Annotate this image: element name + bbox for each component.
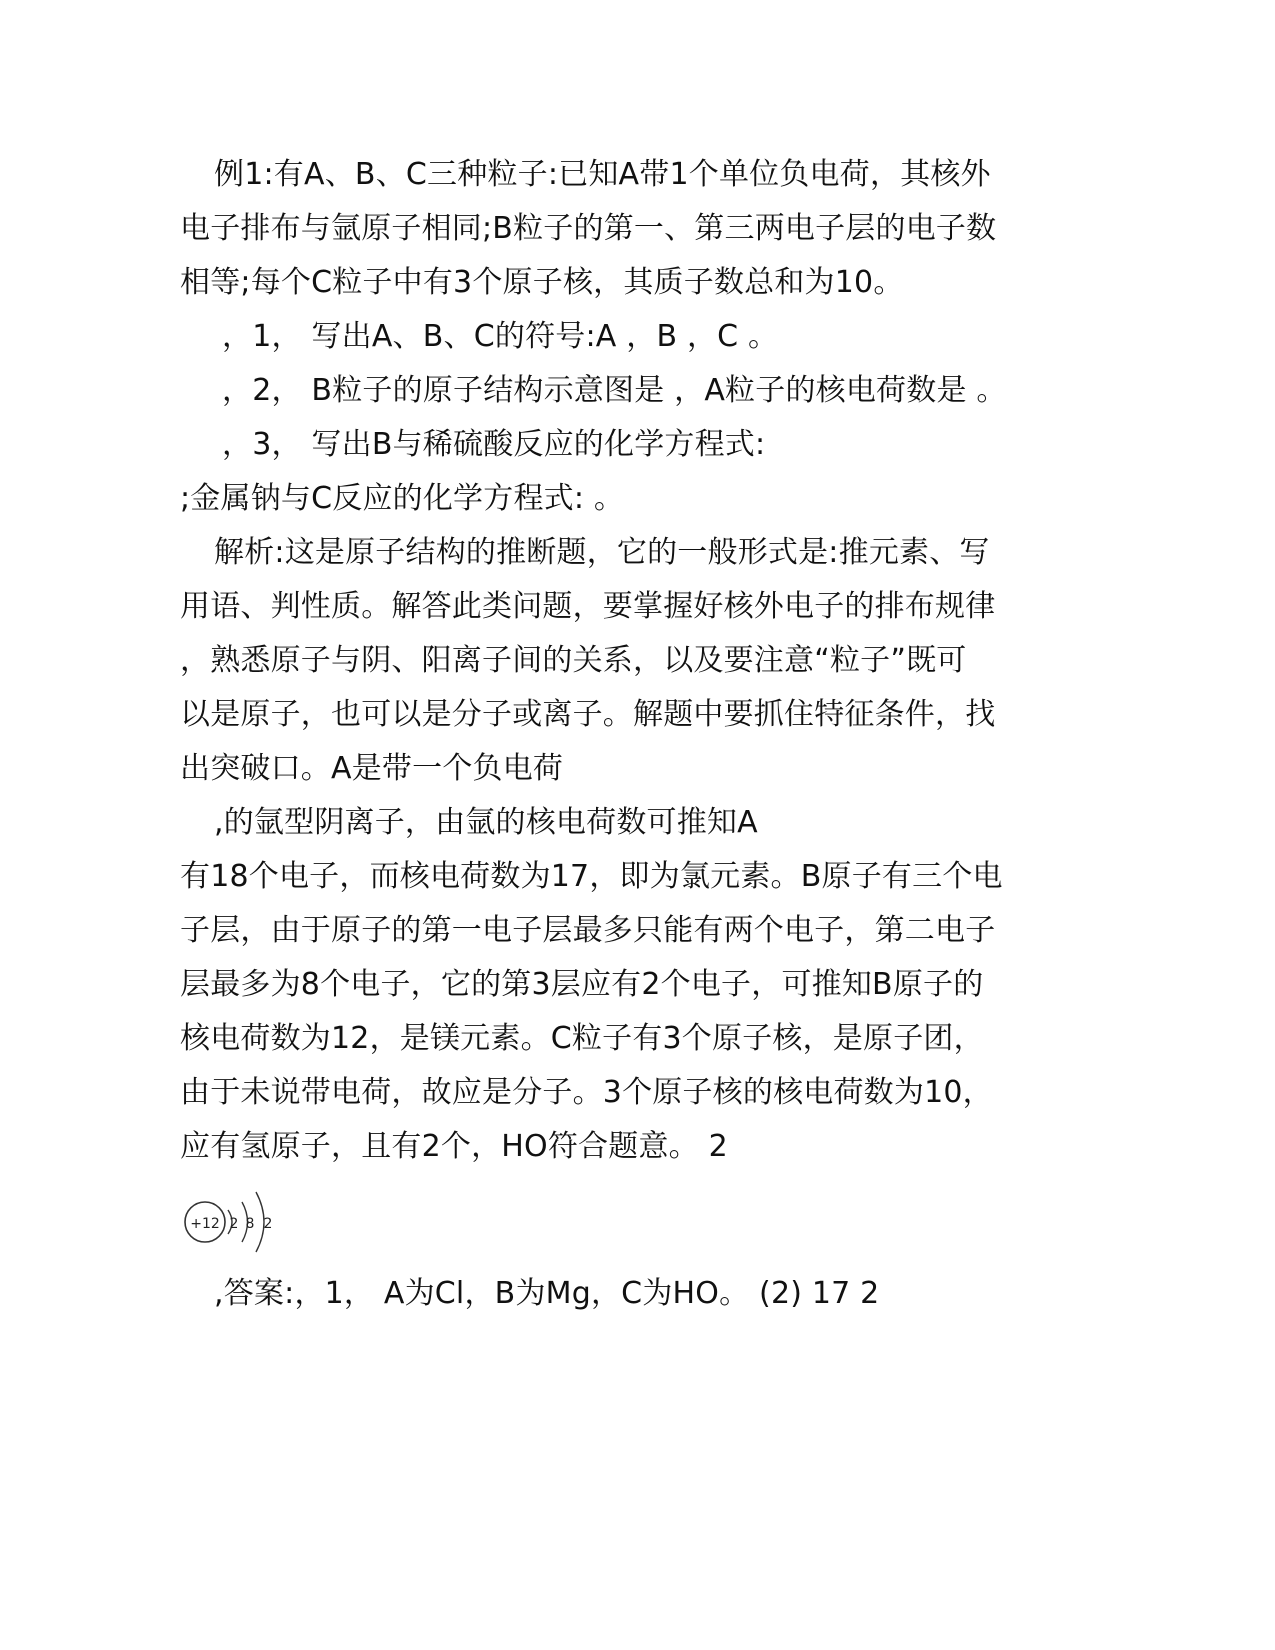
analysis-line: 出突破口。A是带一个负电荷 (180, 751, 564, 786)
sub-question-3: ，3， 写出B与稀硫酸反应的化学方程式: (222, 427, 766, 462)
sub-question-2: ，2， B粒子的原子结构示意图是 ，A粒子的核电荷数是 。 (222, 373, 1007, 408)
analysis-line: 应有氢原子，且有2个，HO符合题意。 2 (180, 1129, 728, 1164)
analysis-line: 由于未说带电荷，故应是分子。3个原子核的核电荷数为10， (180, 1075, 993, 1110)
sub-question-3-continued: ;金属钠与C反应的化学方程式: 。 (180, 481, 625, 516)
shell-electrons-2: 8 (245, 1216, 255, 1232)
nucleus-charge: +12 (190, 1216, 220, 1232)
answer-line: ,答案:，1， A为Cl，B为Mg，C为HO。 (2) 17 2 (214, 1276, 880, 1311)
atomic-structure-diagram (180, 1175, 280, 1265)
question-line: 例1:有A、B、C三种粒子:已知A带1个单位负电荷，其核外 (214, 157, 991, 192)
analysis-line: 有18个电子，而核电荷数为17，即为氯元素。B原子有三个电 (180, 859, 1003, 894)
analysis-line: ，熟悉原子与阴、阳离子间的关系，以及要注意“粒子”既可 (180, 643, 967, 678)
question-line: 电子排布与氩原子相同;B粒子的第一、第三两电子层的电子数 (180, 211, 997, 246)
analysis-line: ,的氩型阴离子，由氩的核电荷数可推知A (214, 805, 758, 840)
shell-electrons-3: 2 (263, 1216, 273, 1232)
sub-question-1: ，1， 写出A、B、C的符号:A ，B ，C 。 (222, 319, 779, 354)
shell-electrons-1: 2 (229, 1216, 239, 1232)
analysis-line: 核电荷数为12，是镁元素。C粒子有3个原子核，是原子团， (180, 1021, 984, 1056)
analysis-line: 子层，由于原子的第一电子层最多只能有两个电子，第二电子 (180, 913, 996, 948)
analysis-line: 层最多为8个电子，它的第3层应有2个电子，可推知B原子的 (180, 967, 984, 1002)
question-line: 相等;每个C粒子中有3个原子核，其质子数总和为10。 (180, 265, 904, 300)
analysis-line: 用语、判性质。解答此类问题，要掌握好核外电子的排布规律 (180, 589, 996, 624)
analysis-line: 以是原子，也可以是分子或离子。解题中要抓住特征条件，找 (180, 697, 996, 732)
analysis-line: 解析:这是原子结构的推断题，它的一般形式是:推元素、写 (214, 535, 990, 570)
